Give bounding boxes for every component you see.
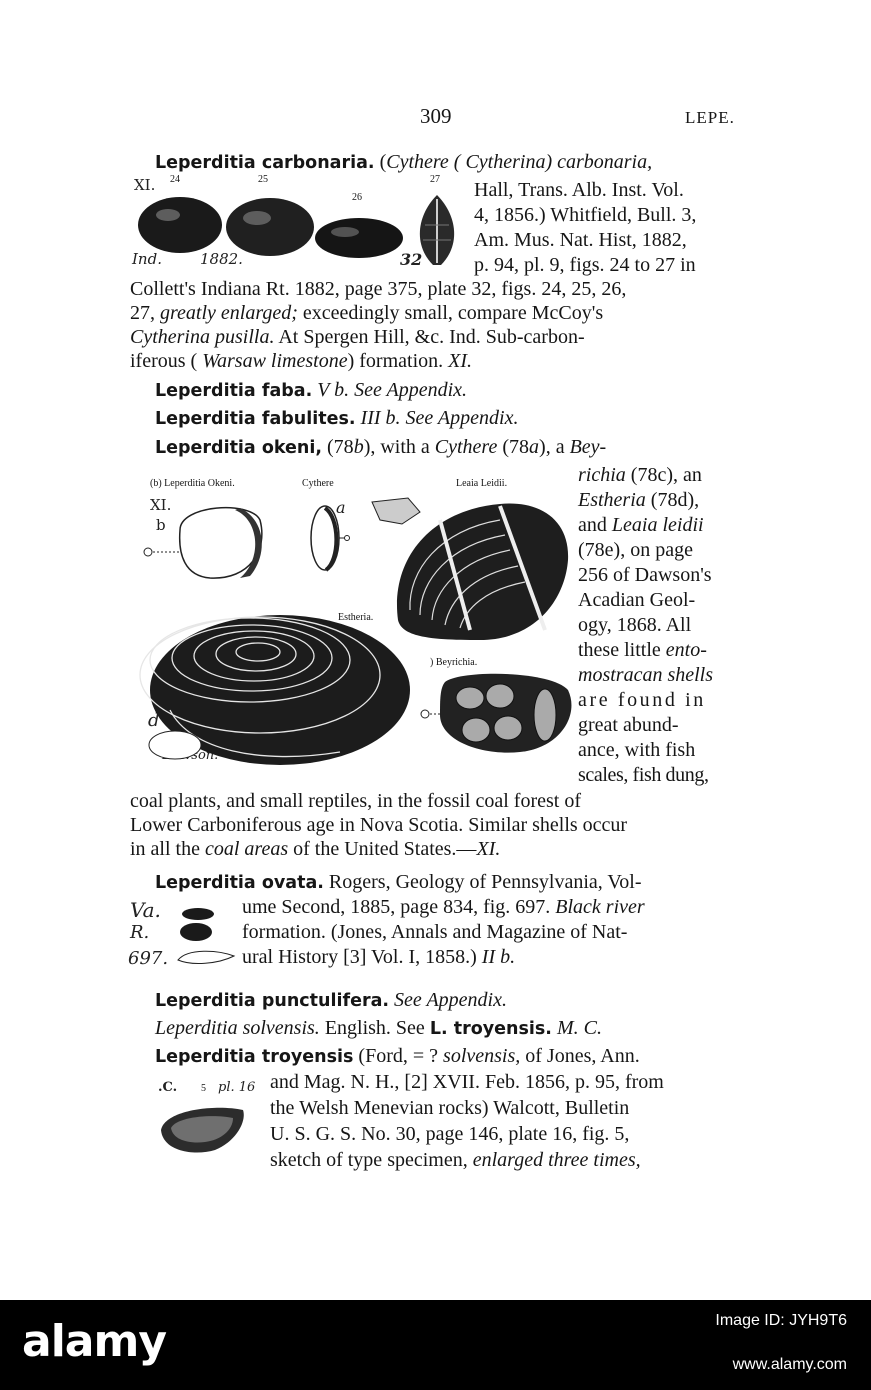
text-line: coal plants, and small reptiles, in the fossil coal forest of	[130, 790, 581, 812]
fig-number: 25	[258, 174, 268, 185]
fig-label-b: b	[156, 516, 166, 534]
side-line: these little ento-	[578, 639, 707, 661]
text-line: U. S. G. S. No. 30, page 146, plate 16, fig. 5,	[270, 1123, 630, 1145]
side-line: ance, with fish	[578, 739, 696, 761]
side-line: great abund-	[578, 714, 679, 736]
text-line: 27, greatly enlarged; exceedingly small, compare McCoy's	[130, 302, 604, 324]
side-line: and Leaia leidii	[578, 514, 704, 536]
caption-cythere: Cythere	[302, 478, 334, 489]
text-line: Hall, Trans. Alb. Inst. Vol.	[474, 179, 684, 201]
entry-okeni-line-1: Leperditia okeni, (78b), with a Cythere (78a), a Bey-	[155, 436, 607, 458]
fig-label-697: 697.	[128, 948, 169, 969]
text-line: Cytherina pusilla. At Spergen Hill, &c. Ind. Sub-carbon-	[130, 326, 585, 348]
fig-label-r: R.	[130, 922, 150, 943]
entry-ovata-line-1: Leperditia ovata. Rogers, Geology of Pennsylvania, Vol-	[155, 871, 642, 893]
page-number: 309	[420, 104, 452, 128]
shell-25	[226, 198, 314, 256]
text-line: in all the coal areas of the United States.—XI.	[130, 838, 501, 860]
fig-label-va: Va.	[130, 898, 161, 922]
text-line: formation. (Jones, Annals and Magazine of Nat-	[242, 921, 628, 943]
entry-carbonaria-line-1: Leperditia carbonaria. (Cythere ( Cytherina) carbonaria,	[155, 151, 653, 173]
leaia-shell	[397, 503, 568, 640]
entry-troyensis-line-1: Leperditia troyensis (Ford, = ? solvensis, of Jones, Ann.	[155, 1045, 640, 1067]
fig-number: 5	[201, 1083, 206, 1094]
fig-number: 24	[170, 174, 180, 185]
entry-title: Leperditia carbonaria.	[155, 153, 375, 173]
cythere-shell	[311, 506, 350, 570]
beyrichia-shell	[421, 674, 571, 753]
fig-label-xi: XI.	[150, 496, 172, 514]
shell-24	[138, 197, 222, 253]
fig-label-d: d	[148, 710, 160, 731]
caption-leaia: Leaia Leidii.	[456, 478, 508, 489]
fig-label-year: 1882.	[200, 250, 243, 268]
text-line: Collett's Indiana Rt. 1882, page 375, plate 32, figs. 24, 25, 26,	[130, 278, 627, 300]
side-line: mostracan shells	[578, 664, 713, 686]
image-id-label: Image ID: JYH9T6	[715, 1312, 847, 1329]
side-line: 256 of Dawson's	[578, 564, 712, 586]
troyensis-shell-figure	[155, 1100, 255, 1160]
caption-okeni: (b) Leperditia Okeni.	[150, 478, 235, 489]
caption-beyrichia: ) Beyrichia.	[430, 657, 478, 668]
side-line: (78e), on page	[578, 539, 693, 561]
okeni-plate-figures	[140, 490, 580, 780]
side-line: Acadian Geol-	[578, 589, 696, 611]
fig-label-xi: XI.	[134, 176, 156, 194]
fig-label-plate: pl. 16	[218, 1080, 256, 1095]
fig-number: 27	[430, 174, 440, 185]
entry-fabulites: Leperditia fabulites. III b. See Appendix.	[155, 407, 519, 429]
estheria-shell	[140, 615, 410, 765]
text-line: ume Second, 1885, page 834, fig. 697. Black river	[242, 896, 645, 918]
side-line: Estheria (78d),	[578, 489, 700, 511]
fig-label-32: 32	[400, 250, 423, 269]
text-line: Am. Mus. Nat. Hist, 1882,	[474, 229, 687, 251]
okeni-shell	[144, 508, 262, 578]
fig-label-ind: Ind.	[132, 250, 162, 268]
entry-punctulifera: Leperditia punctulifera. See Appendix.	[155, 989, 507, 1011]
running-head: LEPE.	[685, 108, 735, 127]
side-line: are found in	[578, 689, 706, 711]
side-line: richia (78c), an	[578, 464, 702, 486]
entry-faba: Leperditia faba. V b. See Appendix.	[155, 379, 468, 401]
fig-label-a: a	[336, 498, 346, 517]
text-line: and Mag. N. H., [2] XVII. Feb. 1856, p. 95, from	[270, 1071, 664, 1093]
text-line: Lower Carboniferous age in Nova Scotia. Similar shells occur	[130, 814, 628, 836]
brand-logo: alamy	[22, 1316, 166, 1367]
side-line: scales, fish dung,	[578, 764, 709, 786]
text-line: 4, 1856.) Whitfield, Bull. 3,	[474, 204, 697, 226]
text-line: iferous ( Warsaw limestone) formation. XI.	[130, 350, 473, 372]
side-line: ogy, 1868. All	[578, 614, 692, 636]
text-line: ural History [3] Vol. I, 1858.) II b.	[242, 946, 516, 968]
shell-26	[315, 218, 403, 258]
fig-label-c: .C.	[158, 1080, 178, 1095]
entry-solvensis: Leperditia solvensis. English. See L. troyensis. M. C.	[155, 1017, 602, 1039]
text-line: sketch of type specimen, enlarged three times,	[270, 1149, 641, 1171]
text-line: p. 94, pl. 9, figs. 24 to 27 in	[474, 254, 696, 276]
site-url: www.alamy.com	[732, 1356, 847, 1373]
watermark-footer	[0, 1300, 871, 1390]
ovata-shell-figure	[168, 900, 238, 970]
text-line: the Welsh Menevian rocks) Walcott, Bulletin	[270, 1097, 630, 1119]
fig-number: 26	[352, 192, 362, 203]
caption-estheria: Estheria.	[338, 612, 374, 623]
